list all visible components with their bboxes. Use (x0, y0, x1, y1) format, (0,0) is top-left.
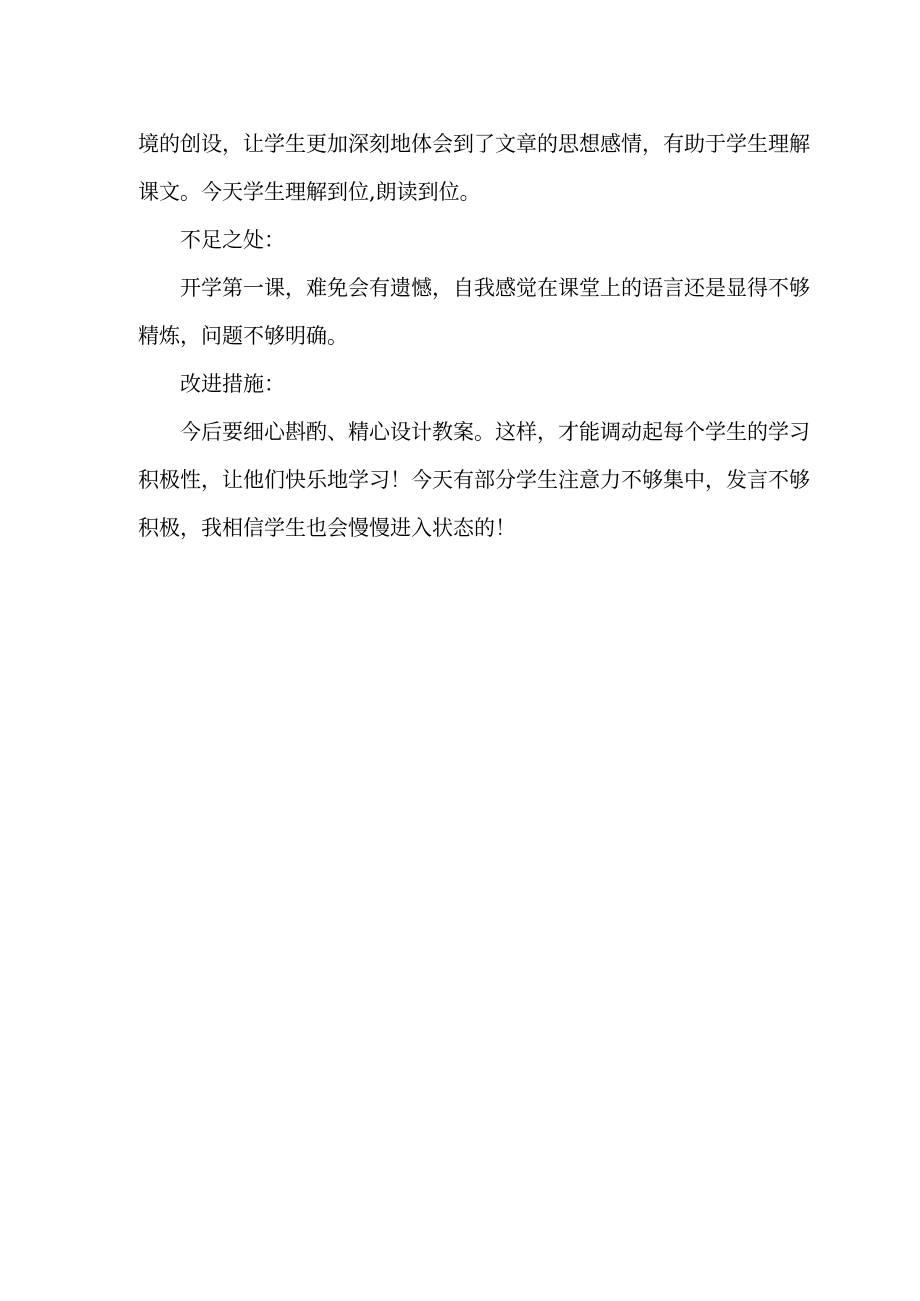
text-line: 课文。今天学生理解到位,朗读到位。 (138, 180, 481, 204)
text-line: 改进措施： (180, 372, 285, 396)
paragraph-continuation (138, 120, 810, 216)
text-line: 开学第一课，难免会有遗憾，自我感觉在课堂上的语言还是显得不够 (180, 276, 810, 300)
text-line: 积极性，让他们快乐地学习！今天有部分学生注意力不够集中，发言不够 (138, 468, 810, 492)
text-line: 今后要细心斟酌、精心设计教案。这样，才能调动起每个学生的学习 (180, 420, 810, 444)
section-heading-improvements (138, 360, 798, 408)
text-line: 积极，我相信学生也会慢慢进入状态的！ (138, 516, 516, 540)
document-body (138, 120, 810, 552)
section-heading-shortcomings (138, 216, 798, 264)
text-line: 境的创设，让学生更加深刻地体会到了文章的思想感情，有助于学生理解 (138, 132, 810, 156)
text-line: 不足之处： (180, 228, 285, 252)
text-line: 精炼，问题不够明确。 (138, 324, 348, 348)
paragraph-shortcomings (138, 264, 810, 360)
paragraph-improvements (138, 408, 810, 552)
